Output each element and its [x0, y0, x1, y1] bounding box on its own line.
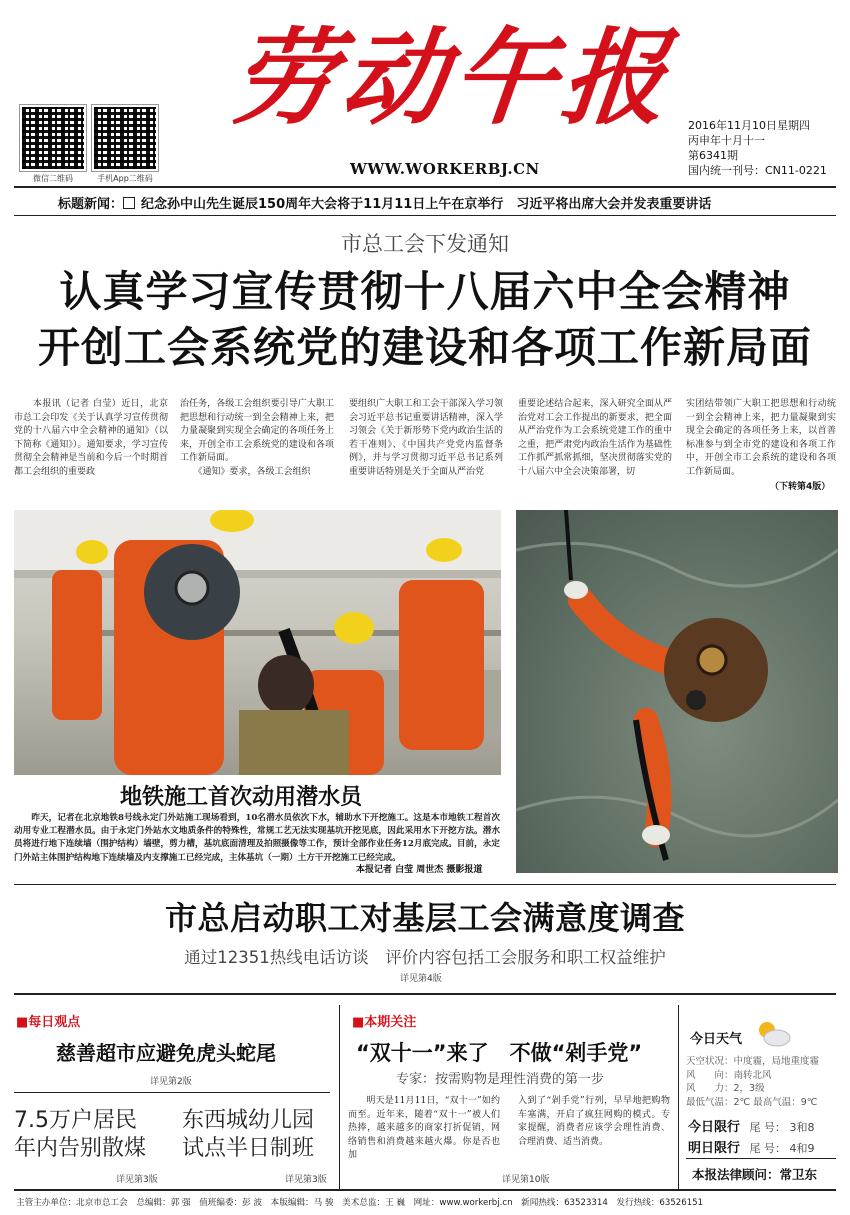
brief-1-line2: 年内告别散煤	[14, 1136, 147, 1161]
brief-2-line2: 试点半日制班	[182, 1136, 315, 1161]
column-divider	[678, 1005, 679, 1190]
brief-1-line1: 7.5万户居民	[14, 1108, 137, 1133]
limit-tomorrow	[688, 1137, 815, 1156]
lead-kicker: 市总工会下发通知	[341, 232, 509, 256]
column-divider	[339, 1005, 340, 1190]
photo-story-title[interactable]: 地铁施工首次动用潜水员	[120, 785, 363, 810]
photo-workers	[14, 510, 501, 775]
limit-today-value: 尾 号： 3和8	[749, 1121, 815, 1134]
weather-wind-dir: 风 向：南转北风	[686, 1069, 772, 1081]
brief-1[interactable]	[14, 1107, 179, 1163]
weather-title: 今日天气	[690, 1032, 743, 1047]
limit-tomorrow-value: 尾 号： 4和9	[749, 1142, 815, 1155]
masthead-rule	[14, 186, 836, 188]
rule	[14, 993, 836, 995]
weather-details	[686, 1055, 819, 1109]
lead-continue[interactable]: （下转第4版）	[770, 482, 831, 492]
photo-story-body: 昨天，记者在北京地铁8号线永定门外站施工现场看到，10名潜水员依次下水，辅助水下开挖施工。这是本市地铁工程首次动用专业工程潜水员。由于永定门外站水文地质条件的特殊性，常规工艺无法实现基坑开挖见底，因此采用水下开挖方法。潜水员将进行地下连续墙（围护结构）墙壁，剪力槽，基坑底面清理及拍照摄像等工作，预计全部作业任务12月底完成。目前，永定门外站主体围护结构地下连续墙及内支撑施工已经完成，主体基坑（一期）土方干开挖施工已经完成。	[14, 813, 500, 863]
masthead-logo: 劳动午报	[225, 16, 679, 139]
rule	[14, 215, 836, 216]
headline-news-text[interactable]: 纪念孙中山先生诞辰150周年大会将于11月11日上午在京举行 习近平将出席大会并发表重要讲话	[141, 197, 712, 212]
rule	[14, 884, 836, 885]
legal-advisor: 本报法律顾问：常卫东	[692, 1167, 818, 1182]
issue-info	[688, 118, 827, 178]
brief-2[interactable]	[182, 1107, 342, 1163]
masthead-url[interactable]: WWW.WORKERBJ.CN	[350, 160, 540, 178]
lead-column-3: 要组织广大职工和工会干部深入学习领会习近平总书记重要讲话精神，深入学习领会《关于新形势下党内政治生活的若干准则》、《中国共产党党内监督条例》，并与学习贯彻习近平总书记系列重要讲话特别是关于全面从严治党	[349, 399, 503, 477]
qr-app[interactable]	[92, 105, 158, 184]
headline-news-bar	[58, 193, 711, 212]
lead-column-5: 实团结带领广大职工把思想和行动统一到全会精神上来，把力量凝聚到实现全会确定的各项任务上来，以首善标准参与到全市党的建设和各项工作中，开创全市工会系统的建设和各项工作新局面。	[686, 399, 836, 477]
sun-cloud-icon	[752, 1018, 792, 1048]
daily-view-see[interactable]: 详见第2版	[150, 1077, 192, 1087]
weather-sky: 天空状况：中度霾，局地重度霾	[686, 1056, 820, 1067]
weather-wind-force: 风 力：2，3级	[686, 1083, 765, 1094]
weather-temp: 最低气温：2℃ 最高气温：9℃	[686, 1096, 818, 1108]
limit-tomorrow-label: 明日限行	[688, 1141, 741, 1156]
footer-credits: 主管主办单位：北京市总工会 总编辑：郭 强 值班编委：彭 波 本版编辑：马 骏 美术总监：王 巍 网址：www.workerbj.cn 新闻热线：63523314 发行热线：63526151	[16, 1198, 704, 1208]
photo-story-credit: 本报记者 白莹 周世杰 摄影报道	[356, 865, 483, 875]
lead-column-2: 治任务，各级工会组织要引导广大职工把思想和行动统一到全会精神上来，把力量凝聚到实现全会确定的各项任务上来，开创全市工会系统党的建设和各项工作新局面。 《通知》要求，各级工会组织	[180, 399, 334, 477]
focus-title[interactable]: “双十一”来了 不做“剁手党”	[356, 1041, 643, 1065]
footer-rule	[14, 1189, 836, 1191]
issue-number: 第6341期	[688, 149, 738, 162]
second-story-subtitle: 通过12351热线电话访谈 评价内容包括工会服务和职工权益维护	[184, 948, 666, 967]
rule	[686, 1158, 836, 1159]
lead-column-4: 重要论述结合起来，深入研究全面从严治党对工会工作提出的新要求，把全面从严治党作为工会系统党建工作的重中之重，把严肃党内政治生活作为基础性工作抓严抓常抓细，坚决贯彻落实党的十八届六中全会决策部署，切	[518, 399, 672, 477]
lead-title-line2[interactable]: 开创工会系统党的建设和各项工作新局面	[37, 323, 812, 372]
limit-today	[688, 1116, 815, 1135]
diver-illustration	[516, 510, 838, 873]
qr-wechat[interactable]	[20, 105, 86, 184]
headline-news-label: 标题新闻：	[58, 197, 124, 212]
brief-2-see[interactable]: 详见第3版	[285, 1175, 327, 1185]
qr-app-label: 手机App二维码	[97, 174, 153, 183]
daily-view-title[interactable]: 慈善超市应避免虎头蛇尾	[56, 1041, 276, 1065]
brief-1-see[interactable]: 详见第3版	[116, 1175, 158, 1185]
workers-illustration	[14, 510, 501, 775]
brief-2-line1: 东西城幼儿园	[182, 1108, 315, 1133]
second-story-see[interactable]: 详见第4版	[400, 974, 442, 984]
limit-today-label: 今日限行	[688, 1120, 741, 1135]
qr-wechat-label: 微信二维码	[33, 174, 73, 183]
focus-column-1: 明天是11月11日，“双十一”如约而至。近年来，随着“双十一”被人们热捧，越来越多的商家打折促销，网络销售和消费越来越火爆。你是否也加	[348, 1096, 500, 1160]
qr-code-icon	[92, 105, 158, 171]
focus-tag: ■本期关注	[352, 1015, 417, 1030]
second-story-title[interactable]: 市总启动职工对基层工会满意度调查	[164, 899, 685, 937]
issue-cn-code: 国内统一刊号：CN11-0221	[688, 164, 827, 177]
issue-lunar: 丙申年十月十一	[688, 134, 765, 147]
focus-column-2: 入到了“剁手党”行列，早早地把购物车塞满，开启了疯狂网购的模式。专家提醒，消费者应该学会理性消费、合理消费、适当消费。	[518, 1096, 670, 1147]
focus-subtitle: 专家：按需购物是理性消费的第一步	[396, 1072, 605, 1087]
issue-date: 2016年11月10日星期四	[688, 119, 810, 132]
rule	[14, 1092, 330, 1093]
photo-diver	[516, 510, 838, 873]
checkbox-icon	[123, 197, 135, 209]
qr-code-icon	[20, 105, 86, 171]
daily-view-tag: ■每日观点	[16, 1015, 81, 1030]
focus-see[interactable]: 详见第10版	[502, 1175, 550, 1185]
lead-column-1: 本报讯（记者 白莹）近日，北京市总工会印发《关于认真学习宣传贯彻党的十八届六中全会精神的通知》（以下简称《通知》）。通知要求，学习宣传贯彻全会精神是当前和今后一个时期首都工会组织的重要政	[14, 399, 168, 477]
lead-title-line1[interactable]: 认真学习宣传贯彻十八届六中全会精神	[59, 267, 791, 316]
